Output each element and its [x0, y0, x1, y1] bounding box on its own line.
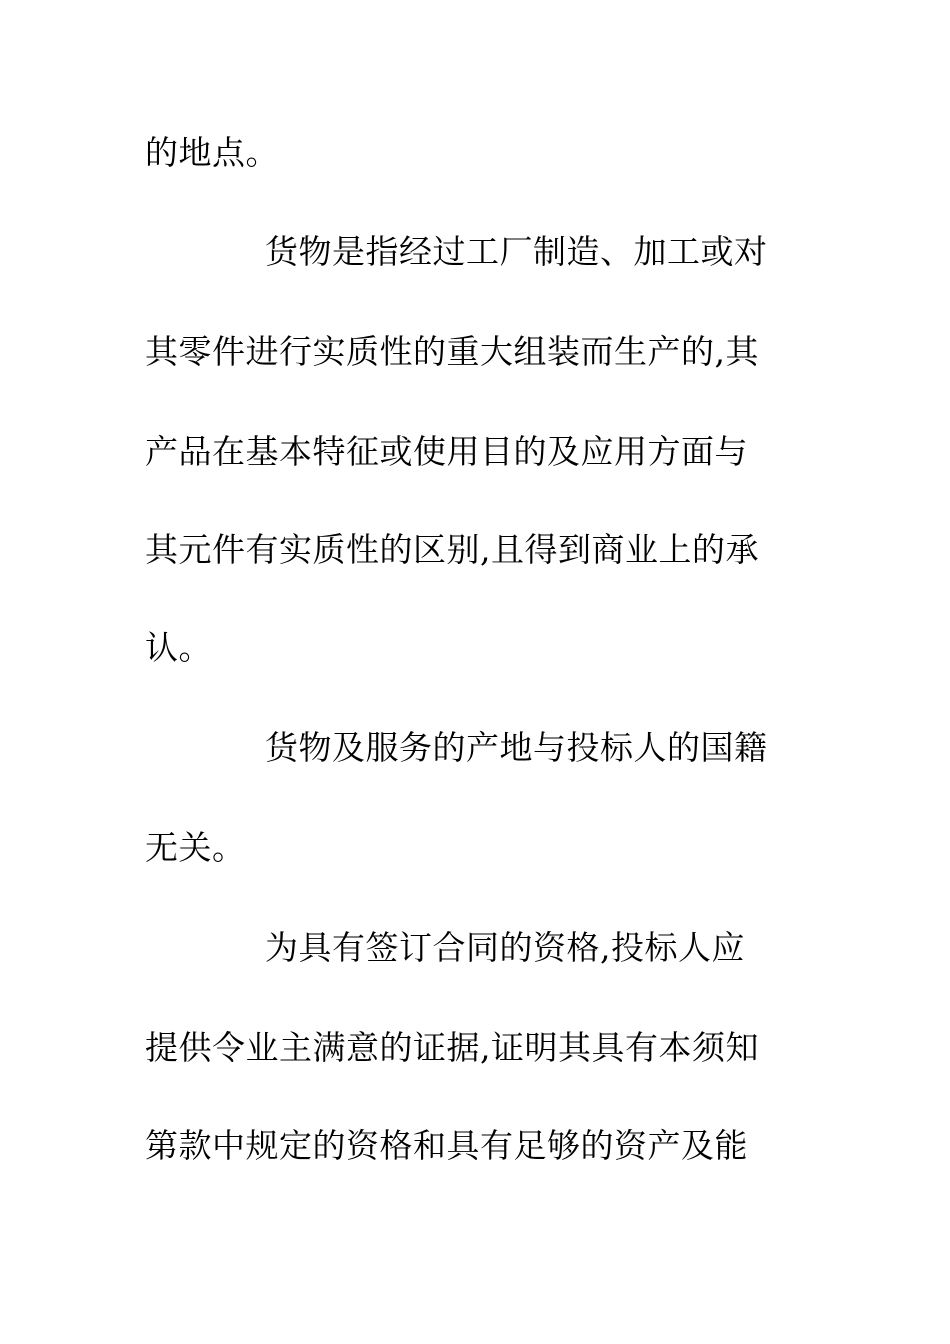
text-line: 提供令业主满意的证据,证明其具有本须知 [145, 1028, 759, 1067]
text-line: 第款中规定的资格和具有足够的资产及能 [145, 1126, 748, 1165]
paragraph-first-line: 货物及服务的产地与投标人的国籍 [265, 728, 768, 767]
text-line: 无关。 [145, 828, 246, 867]
text-line: 认。 [145, 628, 212, 667]
paragraph-first-line: 为具有签订合同的资格,投标人应 [265, 928, 745, 967]
paragraph-first-line: 货物是指经过工厂制造、加工或对 [265, 232, 768, 271]
text-line: 其元件有实质性的区别,且得到商业上的承 [145, 530, 759, 569]
text-line: 产品在基本特征或使用目的及应用方面与 [145, 432, 748, 471]
text-line: 的地点。 [145, 133, 279, 172]
text-line: 其零件进行实质性的重大组装而生产的,其 [145, 332, 759, 371]
